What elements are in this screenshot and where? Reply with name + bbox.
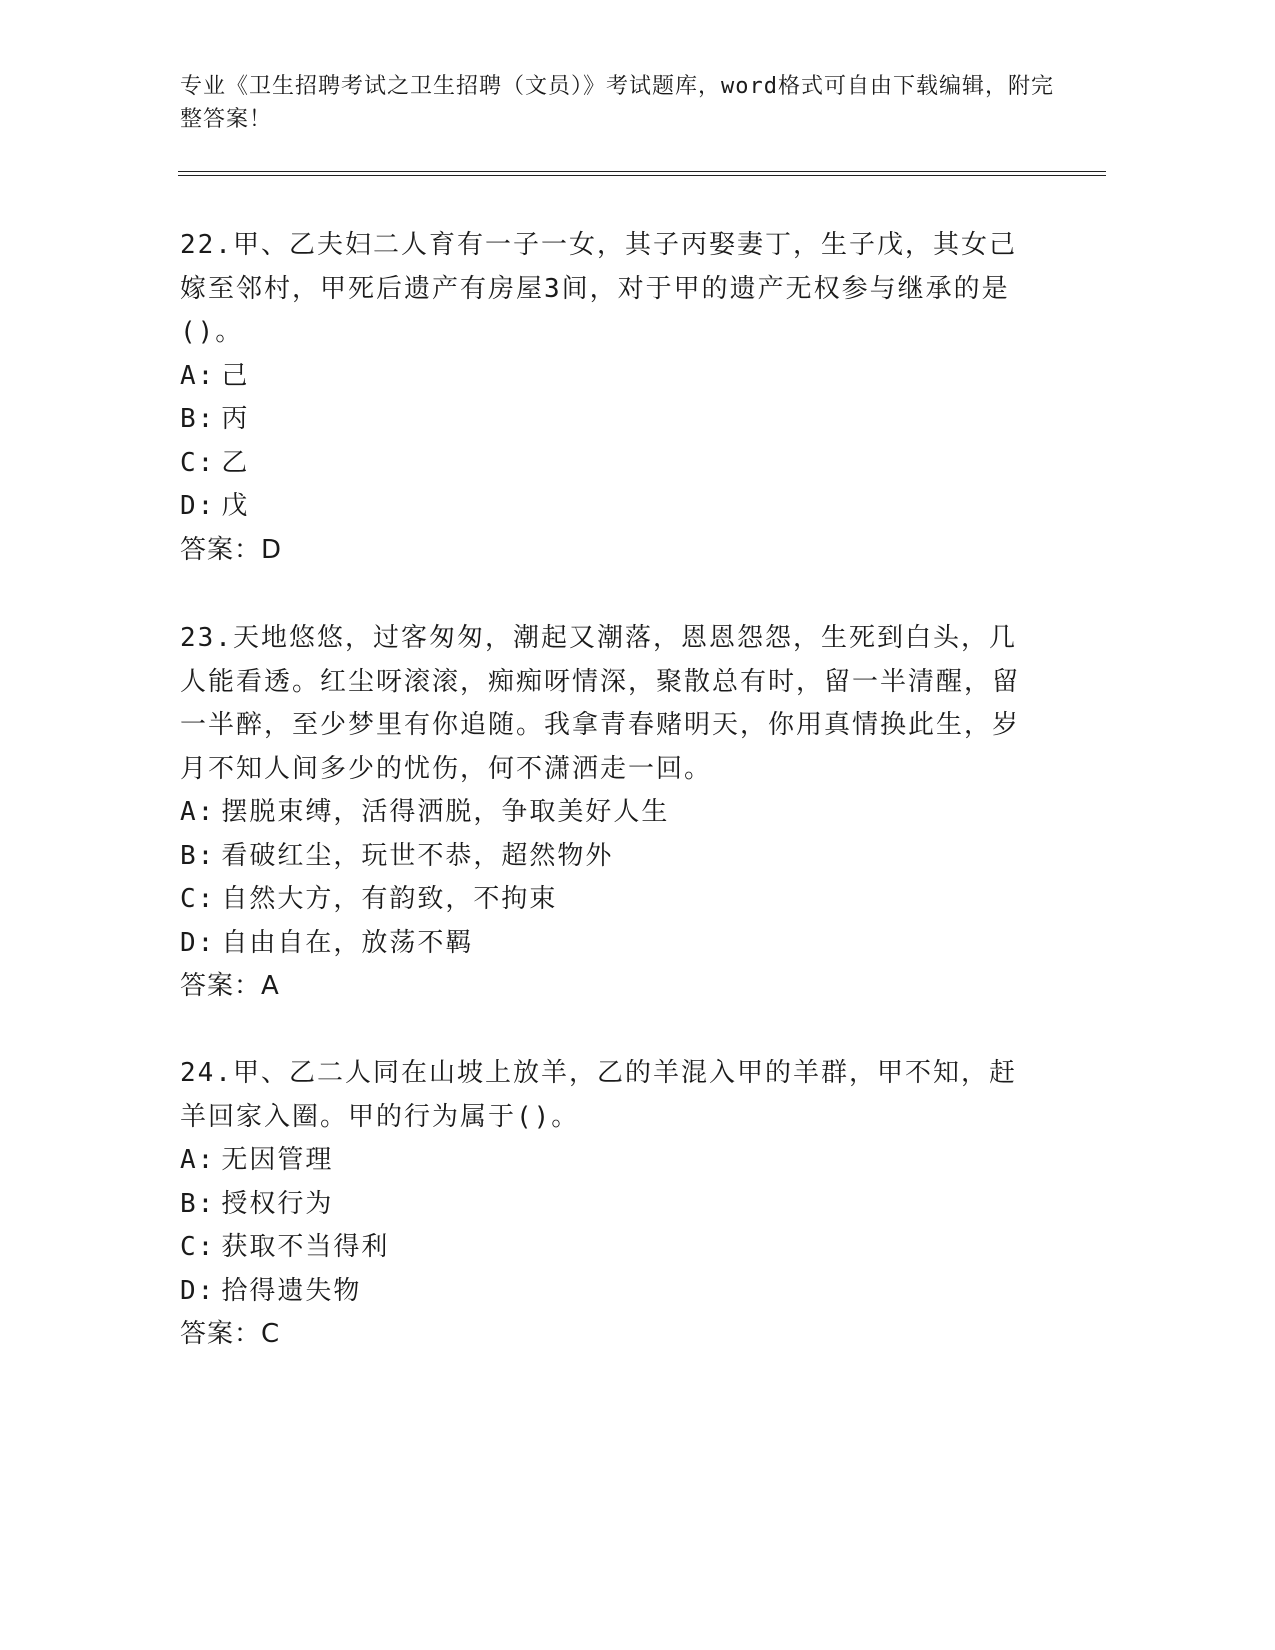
- answer-line: 答案：D: [180, 534, 283, 565]
- option-text: 看破红尘，玩世不恭，超然物外: [221, 840, 614, 871]
- option-text: 乙: [221, 447, 250, 478]
- option-c: [180, 1226, 1030, 1270]
- option-letter: A:: [180, 360, 216, 391]
- option-text: 拾得遗失物: [221, 1275, 362, 1306]
- option-text: 无因管理: [221, 1145, 334, 1175]
- option-d: [180, 1270, 1030, 1314]
- option-text: 己: [221, 360, 250, 391]
- option-b: [180, 835, 1030, 879]
- option-c: [180, 442, 1030, 486]
- option-c: [180, 878, 1030, 922]
- header-divider-line-double: [178, 175, 1106, 176]
- question-24: [180, 1052, 1030, 1357]
- option-a: [180, 791, 1030, 835]
- question-22: [180, 224, 1030, 572]
- option-letter: A:: [180, 1145, 216, 1175]
- question-stem: 23.天地悠悠，过客匆匆，潮起又潮落，恩恩怨怨，生死到白头，几人能看透。红尘呀滚滚，痴痴呀情深，聚散总有时，留一半清醒，留一半醉，至少梦里有你追随。我拿青春赌明天，你用真情换此生，岁月不知人间多少的忧伤，何不潇洒走一回。: [180, 623, 1021, 784]
- option-text: 戊: [221, 491, 250, 521]
- option-text: 自然大方，有韵致，不拘束: [221, 884, 558, 914]
- option-text: 自由自在，放荡不羁: [221, 927, 474, 958]
- question-23: [180, 617, 1030, 1009]
- question-stem: 24.甲、乙二人同在山坡上放羊，乙的羊混入甲的羊群，甲不知，赶羊回家入圈。甲的行为属于()。: [180, 1058, 1017, 1132]
- option-d: [180, 922, 1030, 966]
- option-text: 获取不当得利: [221, 1232, 390, 1262]
- option-letter: B:: [180, 840, 216, 871]
- option-text: 摆脱束缚，活得洒脱，争取美好人生: [221, 797, 670, 827]
- option-a: [180, 355, 1030, 399]
- header-divider-line: [178, 171, 1106, 172]
- option-d: [180, 485, 1030, 529]
- option-a: [180, 1139, 1030, 1183]
- option-letter: B:: [180, 404, 216, 434]
- option-letter: C:: [180, 447, 216, 478]
- option-letter: C:: [180, 884, 216, 914]
- option-text: 授权行为: [221, 1188, 334, 1219]
- answer-line: 答案：A: [180, 971, 280, 1001]
- answer-line: 答案：C: [180, 1319, 281, 1349]
- option-letter: D:: [180, 927, 216, 958]
- option-letter: B:: [180, 1188, 216, 1219]
- option-letter: C:: [180, 1232, 216, 1262]
- option-letter: A:: [180, 797, 216, 827]
- option-letter: D:: [180, 491, 216, 521]
- option-letter: D:: [180, 1275, 216, 1306]
- option-b: [180, 398, 1030, 442]
- document-header: 专业《卫生招聘考试之卫生招聘（文员）》考试题库，word格式可自由下载编辑，附完整答案！: [180, 74, 1054, 132]
- option-text: 丙: [221, 404, 250, 434]
- option-b: [180, 1183, 1030, 1227]
- question-stem: 22.甲、乙夫妇二人育有一子一女，其子丙娶妻丁，生子戊，其女己嫁至邻村，甲死后遗产有房屋3间，对于甲的遗产无权参与继承的是()。: [180, 230, 1017, 347]
